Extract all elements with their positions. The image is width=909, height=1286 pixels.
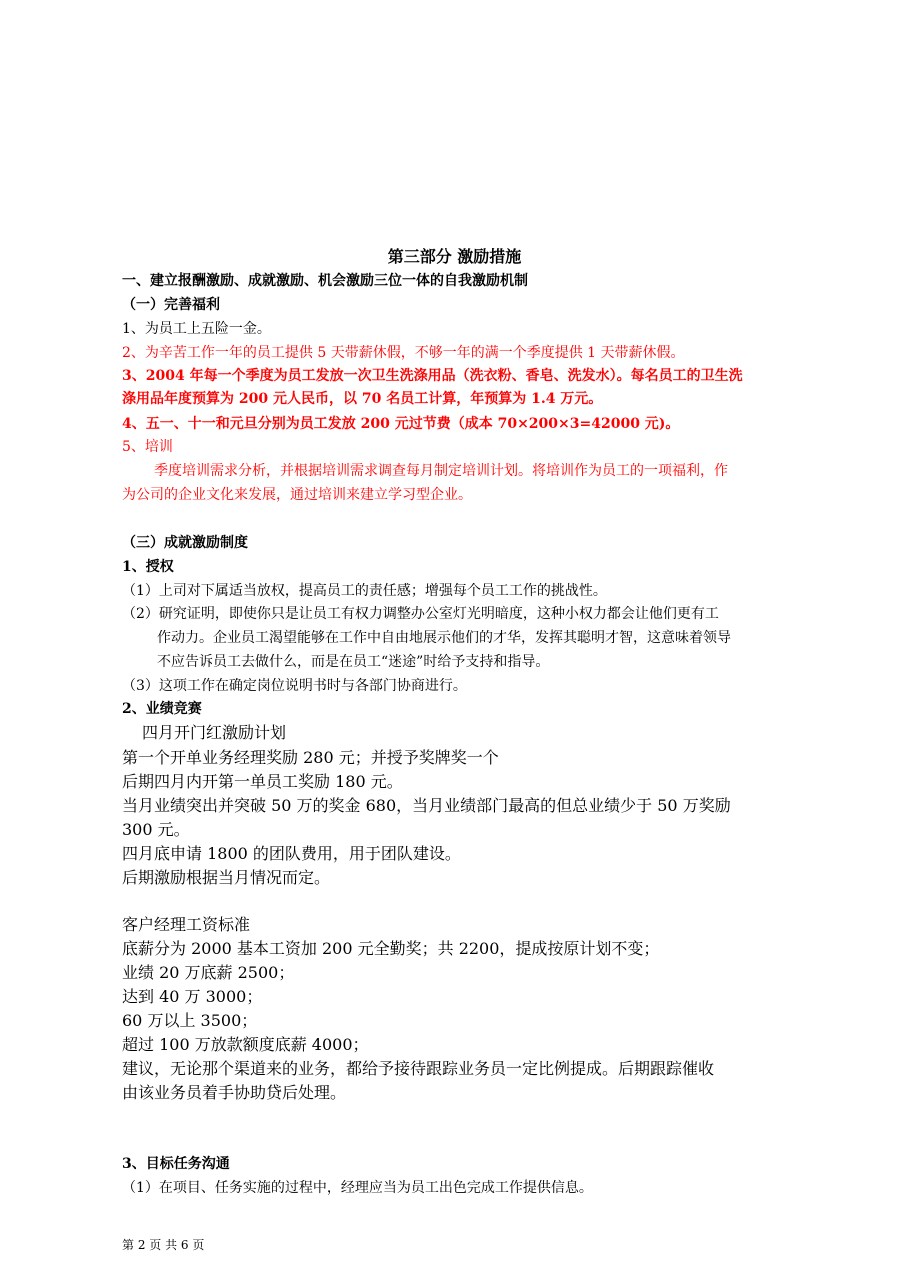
salary-line: 客户经理工资标准 xyxy=(122,915,251,934)
achievement-heading: （三）成就激励制度 xyxy=(122,535,248,551)
welfare-heading: （一）完善福利 xyxy=(122,297,220,313)
page-title: 第三部分 激励措施 xyxy=(387,247,522,266)
performance-line: 四月开门红激励计划 xyxy=(142,723,287,742)
training-paragraph-line-2: 为公司的企业文化来发展，通过培训来建立学习型企业。 xyxy=(122,487,472,503)
welfare-item-5: 5、培训 xyxy=(122,439,173,455)
performance-line: 后期激励根据当月情况而定。 xyxy=(122,868,331,887)
performance-line: 300 元。 xyxy=(122,820,190,839)
salary-line: 建议，无论那个渠道来的业务，都给予接待跟踪业务员一定比例提成。后期跟踪催收 xyxy=(122,1059,715,1078)
welfare-item-3-line-2: 涤用品年度预算为 200 元人民币，以 70 名员工计算，年预算为 1.4 万元。 xyxy=(122,391,603,407)
performance-line: 第一个开单业务经理奖励 280 元；并授予奖牌奖一个 xyxy=(122,748,499,767)
goal-item-1: （1）在项目、任务实施的过程中，经理应当为员工出色完成工作提供信息。 xyxy=(122,1180,593,1196)
performance-line: 四月底申请 1800 的团队费用，用于团队建设。 xyxy=(122,844,461,863)
goal-heading: 3、目标任务沟通 xyxy=(122,1156,230,1172)
authorization-item-3: （3）这项工作在确定岗位说明书时与各部门协商进行。 xyxy=(122,678,467,694)
performance-line: 当月业绩突出并突破 50 万的奖金 680，当月业绩部门最高的但总业绩少于 50 万奖励 xyxy=(122,796,731,815)
welfare-item-2: 2、为辛苦工作一年的员工提供 5 天带薪休假，不够一年的满一个季度提供 1 天带薪休假。 xyxy=(122,345,685,361)
welfare-item-1: 1、为员工上五险一金。 xyxy=(122,321,271,337)
welfare-item-3-line-1: 3、2004 年每一个季度为员工发放一次卫生洗涤用品（洗衣粉、香皂、洗发水）。每名员工的卫生洗 xyxy=(122,368,743,384)
section-one-heading: 一、建立报酬激励、成就激励、机会激励三位一体的自我激励机制 xyxy=(122,273,528,289)
performance-heading: 2、业绩竞赛 xyxy=(122,701,202,717)
performance-line: 后期四月内开第一单员工奖励 180 元。 xyxy=(122,772,403,791)
salary-line: 底薪分为 2000 基本工资加 200 元全勤奖；共 2200，提成按原计划不变； xyxy=(122,939,660,958)
authorization-heading: 1、授权 xyxy=(122,559,174,575)
training-paragraph-line-1: 季度培训需求分析，并根据培训需求调查每月制定培训计划。将培训作为员工的一项福利，作 xyxy=(154,463,728,479)
page-footer: 第 2 页 共 6 页 xyxy=(122,1238,205,1252)
welfare-item-4: 4、五一、十一和元旦分别为员工发放 200 元过节费（成本 70×200×3=42000 元)。 xyxy=(122,416,680,432)
salary-line: 超过 100 万放款额度底薪 4000； xyxy=(122,1035,369,1054)
authorization-item-2-line-3: 不应告诉员工去做什么，而是在员工“迷途”时给予支持和指导。 xyxy=(157,654,550,670)
authorization-item-2-line-1: （2）研究证明，即使你只是让员工有权力调整办公室灯光明暗度，这种小权力都会让他们更有工 xyxy=(122,606,719,622)
salary-line: 达到 40 万 3000； xyxy=(122,987,263,1006)
salary-line: 由该业务员着手协助贷后处理。 xyxy=(122,1083,347,1102)
salary-line: 60 万以上 3500； xyxy=(122,1011,258,1030)
authorization-item-2-line-2: 作动力。企业员工渴望能够在工作中自由地展示他们的才华，发挥其聪明才智，这意味着领导 xyxy=(157,630,731,646)
authorization-item-1: （1）上司对下属适当放权，提高员工的责任感；增强每个员工工作的挑战性。 xyxy=(122,583,607,599)
salary-line: 业绩 20 万底薪 2500； xyxy=(122,963,295,982)
